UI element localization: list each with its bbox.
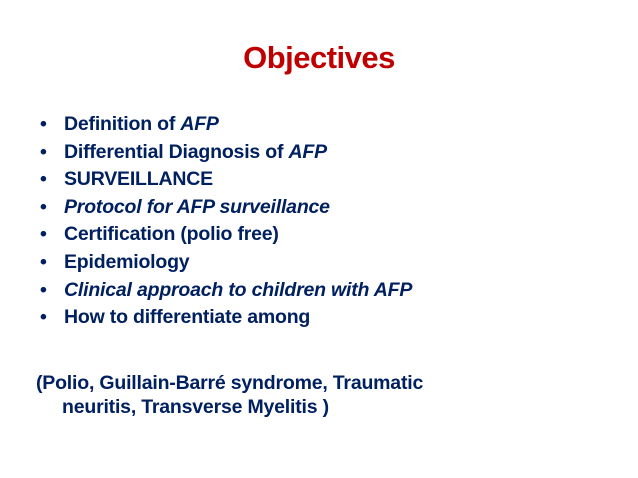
list-item — [40, 111, 620, 139]
slide-title: Objectives — [243, 40, 395, 75]
bullet-icon: • — [40, 195, 47, 218]
conditions-note — [36, 371, 616, 419]
list-item — [40, 304, 620, 332]
list-item — [40, 139, 620, 167]
list-item — [40, 194, 620, 222]
bullet-icon: • — [40, 140, 47, 163]
bullet-text: Certification (polio free) — [64, 223, 279, 246]
list-item — [40, 166, 620, 194]
bullet-text-italic: Clinical approach to children with AFP — [64, 278, 413, 301]
objectives-list — [40, 111, 620, 332]
bullet-text: Differential Diagnosis of — [64, 140, 289, 163]
list-item — [40, 277, 620, 305]
bullet-text-italic: AFP — [180, 113, 219, 135]
bullet-text: SURVEILLANCE — [64, 168, 213, 191]
list-item — [40, 249, 620, 277]
list-item — [40, 221, 620, 249]
bullet-icon: • — [40, 168, 47, 191]
bullet-text-italic: Protocol for AFP surveillance — [64, 195, 330, 218]
bullet-text: How to differentiate among — [64, 306, 311, 329]
bullet-icon: • — [40, 113, 47, 135]
bullet-icon: • — [40, 278, 47, 301]
bullet-icon: • — [40, 223, 47, 246]
conditions-note-line-2: neuritis, Transverse Myelitis ) — [62, 396, 329, 418]
bullet-icon: • — [40, 306, 47, 329]
bullet-text-italic: AFP — [288, 140, 327, 163]
bullet-text: Epidemiology — [64, 250, 190, 273]
conditions-note-line-1: (Polio, Guillain-Barré syndrome, Traumatic — [36, 372, 424, 394]
bullet-icon: • — [40, 250, 47, 273]
bullet-text: Definition of — [64, 113, 181, 135]
